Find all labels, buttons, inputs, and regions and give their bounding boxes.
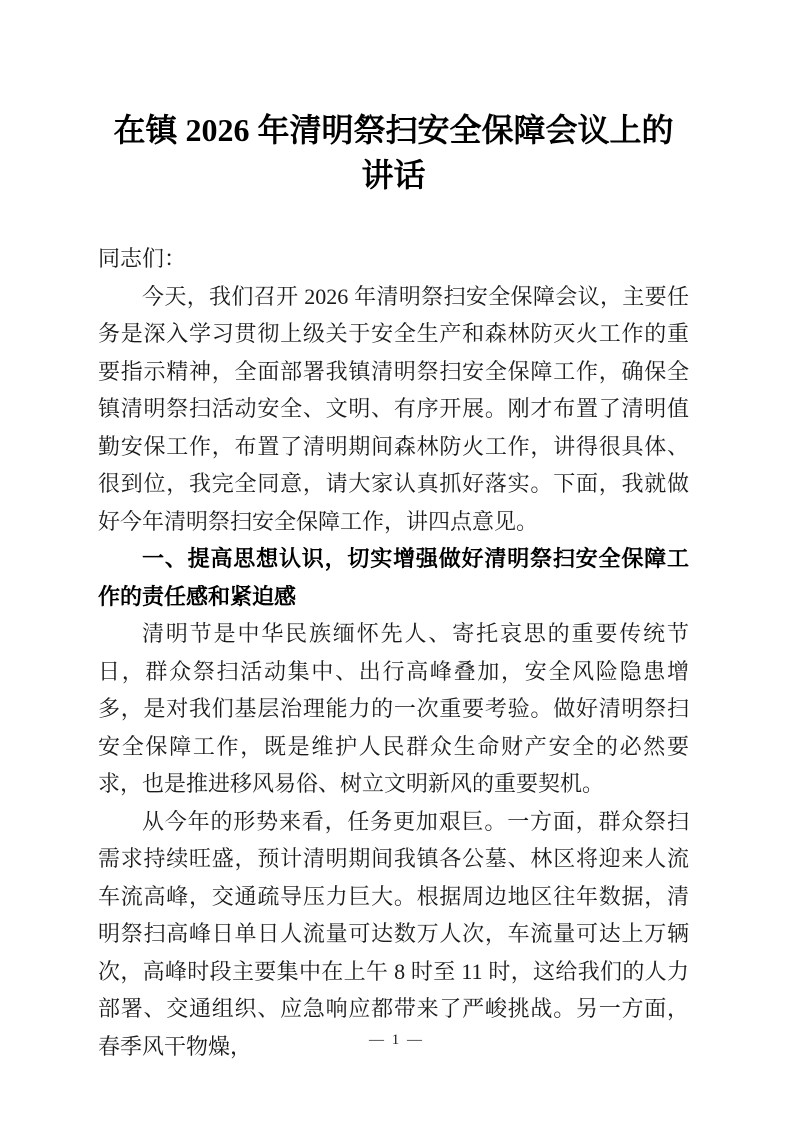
paragraph-situation: 从今年的形势来看，任务更加艰巨。一方面，群众祭扫需求持续旺盛，预计清明期间我镇各公墓、林区将迎来人流车流高峰，交通疏导压力巨大。根据周边地区往年数据，清明祭扫高峰日单日人流量可达数万人次，车流量可达上万辆次，高峰时段主要集中在上午 8 时至 11 时，这给我们的人力部署、交通组织、应急响应都带来了严峻挑战。另一方面，春季风干物燥，	[98, 808, 689, 1059]
section-heading-1: 一、提高思想认识，切实增强做好清明祭扫安全保障工作的责任感和紧迫感	[98, 546, 689, 609]
document-title-line-1: 在镇 2026 年清明祭扫安全保障会议上的	[113, 112, 674, 148]
document-title-line-2: 讲话	[361, 157, 426, 193]
paragraph-opening: 今天，我们召开 2026 年清明祭扫安全保障会议，主要任务是深入学习贯彻上级关于安全生产和森林防灭火工作的重要指示精神，全面部署我镇清明祭扫安全保障工作，确保全镇清明祭扫活动安全、文明、有序开展。刚才布置了清明值勤安保工作，布置了清明期间森林防火工作，讲得很具体、很到位，我完全同意，请大家认真抓好落实。下面，我就做好今年清明祭扫安全保障工作，讲四点意见。	[98, 283, 689, 534]
page-number: — 1 —	[369, 1032, 424, 1048]
salutation: 同志们：	[98, 246, 187, 271]
document-title	[98, 108, 689, 198]
paragraph-significance: 清明节是中华民族缅怀先人、寄托哀思的重要传统节日，群众祭扫活动集中、出行高峰叠加，安全风险隐患增多，是对我们基层治理能力的一次重要考验。做好清明祭扫安全保障工作，既是维护人民群众生命财产安全的必然要求，也是推进移风易俗、树立文明新风的重要契机。	[98, 621, 689, 796]
